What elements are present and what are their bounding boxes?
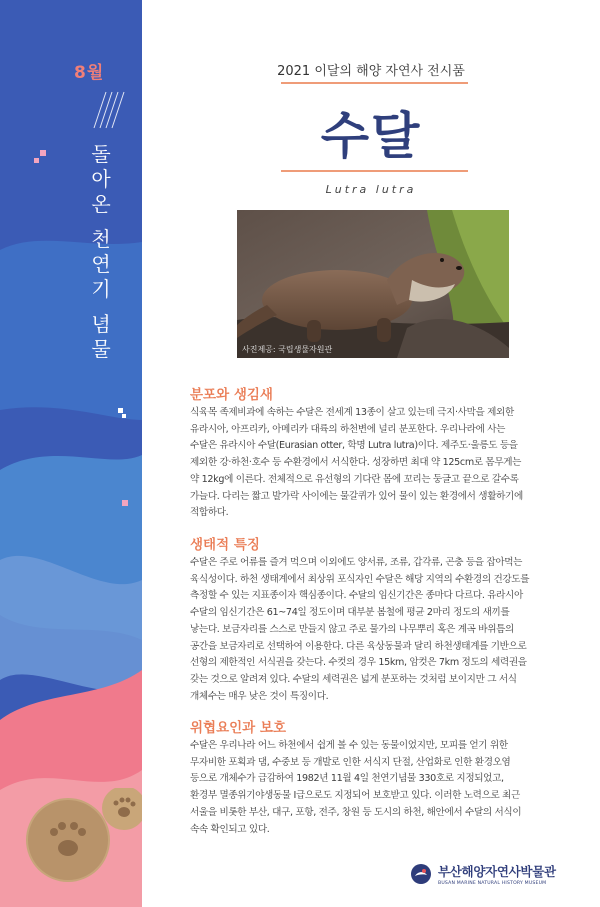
pink-square-decoration xyxy=(122,500,128,506)
vertical-title-line: 념물 xyxy=(91,312,111,361)
body-line: 갖는 것으로 알려져 있다. 수달의 세력권은 넓게 분포하는 것처럼 보이지만 그 서식 xyxy=(190,673,517,685)
museum-name-english: BUSAN MARINE NATURAL HISTORY MUSEUM xyxy=(438,881,547,886)
body-line: 육식성이다. 하천 생태계에서 최상위 포식자인 수달은 해당 지역의 수환경의 건강도를 xyxy=(190,573,530,585)
section-body xyxy=(190,405,568,522)
body-line: 유라시아, 아프리카, 아메리카 대륙의 하천변에 널리 분포한다. 우리나라에 사는 xyxy=(190,423,506,435)
otter-photo xyxy=(237,210,509,358)
body-line: 공간을 보금자리로 선택하여 이용한다. 다른 육상동물과 달리 하천생태계를 기반으로 xyxy=(190,640,527,652)
body-line: 개체수는 매우 낮은 것이 특징이다. xyxy=(190,690,329,702)
header-divider-bottom xyxy=(281,170,468,172)
vertical-title xyxy=(86,142,116,362)
exhibit-subtitle: 2021 이달의 해양 자연사 전시품 xyxy=(277,64,465,79)
museum-logo xyxy=(410,862,556,886)
section-heading: 생태적 특징 xyxy=(190,537,260,553)
body-line: 선형의 제한적인 서식권을 갖는다. 수컷의 경우 15km, 암컷은 7km 정도의 세력권을 xyxy=(190,657,527,669)
section-body xyxy=(190,738,568,838)
header-divider-top xyxy=(281,82,468,84)
section-body xyxy=(190,555,568,705)
month-label: 8월 xyxy=(74,63,105,83)
pink-square-decoration xyxy=(40,150,46,156)
side-banner xyxy=(0,0,142,907)
vertical-title-line: 천연기 xyxy=(91,227,111,301)
body-line: 식육목 족제비과에 속하는 수달은 전세계 13종이 살고 있는데 극지·사막을 제외한 xyxy=(190,407,514,418)
body-line: 약 12kg에 이른다. 전체적으로 유선형의 기다란 몸에 꼬리는 둥글고 끝으로 갈수록 xyxy=(190,473,519,485)
body-line: 무자비한 포획과 댐, 수중보 등 개발로 인한 서식지 단절, 산업화로 인한 환경오염 xyxy=(190,756,511,768)
hatch-decoration xyxy=(92,90,126,130)
body-line: 낳는다. 보금자리를 스스로 만들지 않고 주로 물가의 나무뿌리 혹은 계곡 바위틈의 xyxy=(190,623,514,635)
white-square-decoration xyxy=(118,408,123,413)
body-line: 적합하다. xyxy=(190,507,229,519)
photo-credit: 사진제공: 국립생물자원관 xyxy=(242,345,333,354)
section-heading: 분포와 생김새 xyxy=(190,387,273,403)
page-title: 수달 xyxy=(320,107,422,165)
body-line: 수달은 주로 어류를 즐겨 먹으며 이외에도 양서류, 조류, 갑각류, 곤충 등을 잡아먹는 xyxy=(190,557,523,568)
section-heading: 위협요인과 보호 xyxy=(190,720,286,736)
body-line: 제외한 강·하천·호수 등 수환경에서 서식한다. 성장하면 최대 약 125cm로 몸무게는 xyxy=(190,457,522,469)
body-line: 수달은 우리나라 어느 하천에서 쉽게 볼 수 있는 동물이었지만, 모피를 얻기 위한 xyxy=(190,740,508,751)
side-wave-background xyxy=(0,0,142,907)
body-line: 수달은 유라시아 수달(Eurasian otter, 학명 Lutra lutra)이다. 제주도·울릉도 등을 xyxy=(190,440,518,452)
scientific-name: Lutra lutra xyxy=(325,183,417,196)
otter-footprint-stones xyxy=(24,788,142,888)
body-line: 등으로 개체수가 급감하여 1982년 11월 4일 천연기념물 330호로 지정되었고, xyxy=(190,773,504,785)
vertical-title-line: 돌아온 xyxy=(91,142,111,216)
body-line: 수달의 임신기간은 61~74일 정도이며 대부분 봄철에 평균 2마리 정도의 새끼를 xyxy=(190,607,510,619)
body-line: 서울을 비롯한 부산, 대구, 포항, 전주, 창원 등 도시의 하천, 해안에서 수달의 서식이 xyxy=(190,806,522,818)
body-line: 가늘다. 다리는 짧고 발가락 사이에는 물갈퀴가 있어 물이 있는 환경에서 생활하기에 xyxy=(190,490,523,502)
body-line: 환경부 멸종위기야생동물 Ⅰ급으로도 지정되어 보호받고 있다. 이러한 노력으로 최근 xyxy=(190,790,520,802)
museum-name-korean: 부산해양자연사박물관 xyxy=(438,864,556,879)
body-line: 측정할 수 있는 지표종이자 핵심종이다. 수달의 임신기간은 종마다 다르다. 유라시아 xyxy=(190,590,523,602)
museum-emblem-icon xyxy=(410,863,432,885)
white-square-decoration xyxy=(122,414,126,418)
body-line: 속속 확인되고 있다. xyxy=(190,823,270,835)
pink-square-decoration xyxy=(34,158,39,163)
